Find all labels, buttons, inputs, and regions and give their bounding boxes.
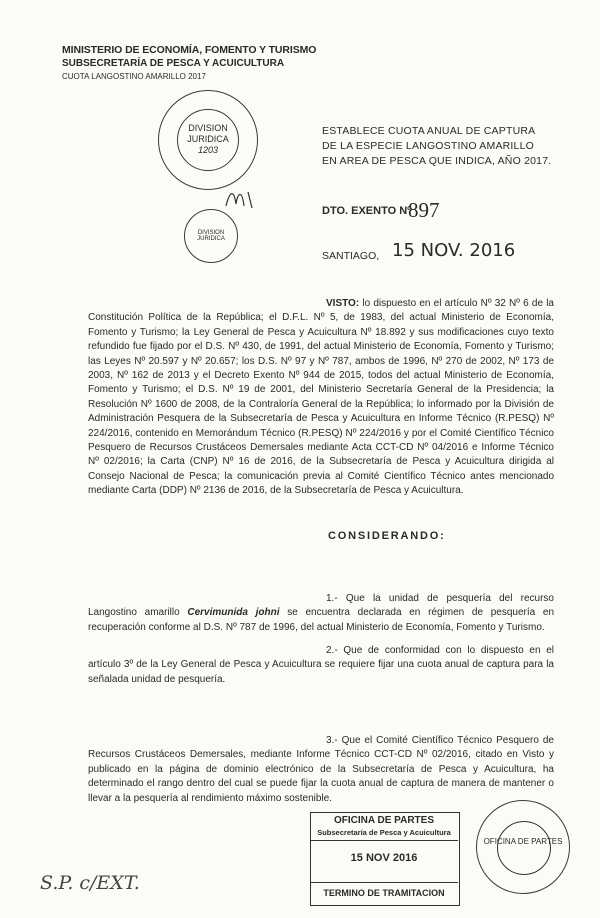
considerando-1 (88, 592, 554, 635)
decree-number: 897 (408, 198, 440, 222)
juridica-small-stamp (184, 209, 238, 263)
decree-title: ESTABLECE CUOTA ANUAL DE CAPTURA DE LA ESPECIE LANGOSTINO AMARILLO EN AREA DE PESCA QUE INDICA, AÑO 2017. (322, 125, 552, 167)
considerando-heading: CONSIDERANDO: (328, 530, 446, 542)
decree-label: DTO. EXENTO Nº (322, 205, 412, 217)
oficina-partes-title: OFICINA DE PARTES (333, 815, 434, 826)
stamp-line: DIVISION (188, 123, 228, 133)
indent (88, 298, 326, 309)
considerando-1-text-end: se encuentra declarada en régimen de pesquería en recuperación conforme al D.S. Nº 787 de 1996, del actual Ministerio de Economía, Fomento y Turismo. (88, 607, 555, 633)
considerando-3 (88, 734, 554, 806)
handwritten-note: S.P. c/EXT. (40, 872, 140, 894)
stamp-number: 1203 (197, 145, 219, 155)
scientific-name: Cervimunida johni (187, 607, 280, 619)
oficina-partes-sub: Subsecretaría de Pesca y Acuicultura (317, 828, 451, 837)
visto-paragraph (88, 297, 554, 499)
divider (310, 840, 458, 841)
reception-date: 15 NOV 2016 (350, 852, 418, 864)
document-reference: CUOTA LANGOSTINO AMARILLO 2017 (62, 72, 206, 81)
decree-date-stamp: 15 NOV. 2016 (392, 240, 516, 261)
considerando-2-text: 2.- Que de conformidad con lo dispuesto en el artículo 3º de la Ley General de Pesca y Acuicultura se requiere fijar una cuota anual de captura para la señalada unidad de pesquería. (88, 645, 554, 685)
indent (88, 735, 326, 746)
place-label: SANTIAGO, (322, 250, 380, 262)
seal-text: OFICINA DE PARTES (483, 837, 563, 846)
oficina-partes-seal (476, 800, 570, 894)
visto-text: lo dispuesto en el artículo Nº 32 Nº 6 de la Constitución Política de la República; el D.F.L. Nº 5, de 1983, del actual Ministerio de Economía, Fomento y Turismo; la Ley General de Pesca y Acuicultura Nº 18.892 y sus modificaciones cuyo texto refundido fue fijado por el D.S. Nº 430, de 1991, del actual Ministerio de Economía, Fomento y Turismo; las Leyes Nº 20.597 y Nº 20.657; los D.S. Nº 97 y Nº 787, ambos de 1996, Nº 270 de 2002, Nº 173 de 2003, Nº 162 de 2013 y el Decreto Exento Nº 944 de 2015, todos del actual Ministerio de Economía, Fomento y Turismo; el D.S. Nº 19 de 2001, del Ministerio Secretaría General de la Presidencia; la Resolución Nº 1600 de 2008, de la Contraloría General de la República; lo informado por la División de Administración Pesquera de la Subsecretaría de Pesca y Acuicultura en Informe Técnico (R.PESQ) Nº 224/2016, contenido en Memorándum Técnico (R.PESQ) Nº 224/2016 y por el Comité Científico Técnico Pesquero de Recursos Crustáceos Demersales mediante Acta CCT-CD Nº 04/2016 e Informe Técnico Nº 02/2016; la Carta (CNP) Nº 16 de 2016, de la Subsecretaría de Pesca y Acuicultura dirigida al Consejo Nacional de Pesca; la comunicación previa al Comité Científico Técnico antes mencionado mediante Carta (DDP) Nº 2136 de 2016, de la Subsecretaría de Pesca y Acuicultura. (88, 298, 554, 497)
indent (88, 645, 326, 656)
ministry-name: MINISTERIO DE ECONOMÍA, FOMENTO Y TURISMO (62, 44, 317, 56)
indent (88, 593, 326, 604)
considerando-2 (88, 644, 554, 687)
seal-inner-ring (497, 821, 551, 875)
divider (310, 882, 458, 883)
considerando-3-text: 3.- Que el Comité Científico Técnico Pesquero de Recursos Crustáceos Demersales, mediante Informe Técnico CCT-CD Nº 02/2016, citado en Visto y publicado en la página de dominio electrónico de la Subsecretaría de Pesca y Acuicultura, ha determinado el rango dentro del cual se puede fijar la cuota anual de captura de manera de mantener o llevar a la pesquería al rendimiento máximo sostenible. (88, 735, 554, 804)
visto-label: VISTO: (326, 298, 360, 309)
division-juridica-stamp (158, 90, 258, 190)
considerando-1-text: 1.- Que la unidad de pesquería del recurso Langostino amarillo (88, 593, 554, 619)
termino-tramitacion: TERMINO DE TRAMITACION (323, 888, 445, 898)
initials-signature (222, 186, 262, 212)
stamp-text: DIVISION JURIDICA (197, 230, 225, 242)
subsecretaria-name: SUBSECRETARÍA DE PESCA Y ACUICULTURA (62, 58, 285, 69)
stamp-line: JURIDICA (187, 134, 229, 144)
